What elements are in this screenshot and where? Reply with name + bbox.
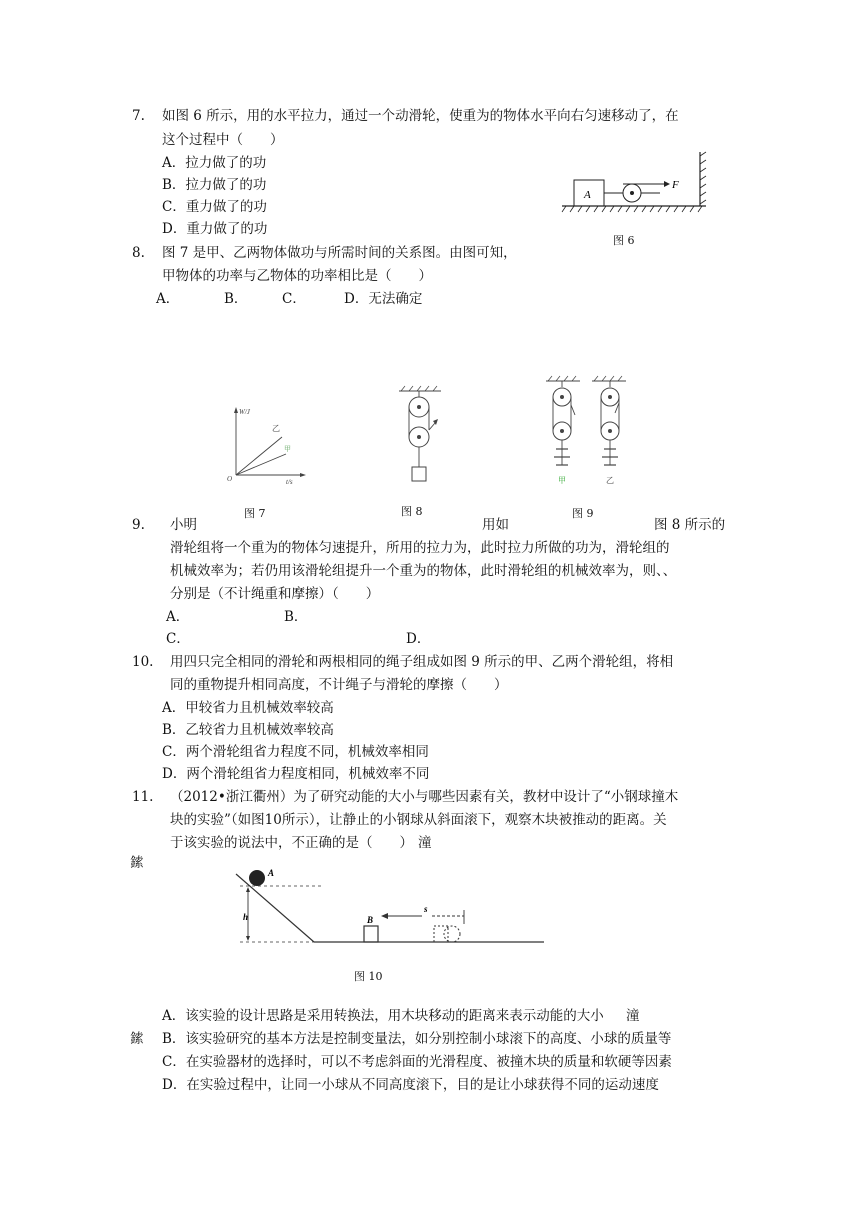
q7-number: 7.: [132, 108, 145, 124]
q11-option-a: A．该实验的设计思路是采用转换法，用木块移动的距离来表示动能的大小: [162, 1008, 604, 1024]
q7-option-b: B．拉力做了的功: [162, 177, 267, 193]
fig10-label-s: s: [424, 904, 428, 914]
figure-6: [560, 150, 720, 220]
q9-option-d: D．: [406, 631, 431, 647]
q8-option-b: B．: [224, 291, 248, 307]
fig7-origin: O: [227, 475, 233, 483]
fig6-label-a: A: [584, 189, 591, 201]
q7-text-line2: 这个过程中（ ）: [162, 132, 284, 148]
q11-stray-char-1: 潼: [418, 835, 432, 851]
q8-option-d: D．无法确定: [344, 291, 423, 307]
fig7-line-yi-label: 乙: [272, 424, 280, 433]
q11-option-b: B．该实验研究的基本方法是控制变量法，如分别控制小球滚下的高度、小球的质量等: [162, 1031, 672, 1047]
q9-option-b: B．: [284, 609, 308, 625]
q10-option-b: B．乙较省力且机械效率较高: [162, 722, 334, 738]
q11-text-line1: （2012•浙江衢州）为了研究动能的大小与哪些因素有关，教材中设计了“小钢球撞木: [170, 789, 679, 805]
fig6-caption: 图 6: [613, 234, 635, 247]
fig6-label-f: F: [672, 179, 679, 191]
q10-option-a: A．甲较省力且机械效率较高: [162, 700, 334, 716]
figure-7: [222, 405, 312, 485]
fig10-label-b: B: [367, 915, 374, 925]
q11-number: 11.: [132, 789, 154, 805]
q9-option-a: A．: [166, 609, 190, 625]
q8-option-a: A．: [156, 291, 180, 307]
fig7-line-jia-label: 甲: [284, 445, 291, 453]
fig10-label-a: A: [268, 868, 275, 878]
q7-option-a: A．拉力做了的功: [162, 155, 267, 171]
q10-number: 10.: [132, 654, 154, 670]
q11-option-d: D．在实验过程中，让同一小球从不同高度滚下，目的是让小球获得不同的运动速度: [162, 1077, 659, 1093]
q10-text-line1: 用四只完全相同的滑轮和两根相同的绳子组成如图 9 所示的甲、乙两个滑轮组，将相: [170, 654, 674, 670]
q11-option-b-stray: 鎍: [130, 1031, 144, 1047]
q7-option-c: C．重力做了的功: [162, 199, 267, 215]
q8-text-line2: 甲物体的功率与乙物体的功率相比是（ ）: [162, 268, 432, 284]
fig7-caption: 图 7: [244, 507, 266, 520]
q11-text-line2: 块的实验”（如图10所示），让静止的小钢球从斜面滚下，观察木块被推动的距离。关: [170, 812, 667, 828]
fig10-caption: 图 10: [354, 970, 383, 983]
q8-number: 8.: [132, 245, 145, 261]
q9-text-line2: 滑轮组将一个重为的物体匀速提升，所用的拉力为，此时拉力所做的功为，滑轮组的: [170, 540, 670, 556]
q9-text-line4: 分别是（不计绳重和摩擦）（ ）: [170, 586, 380, 602]
figure-10: [232, 862, 548, 950]
q11-option-a-stray: 潼: [626, 1008, 640, 1024]
q9-text-line1-part3: 图 8 所示的: [654, 517, 726, 533]
fig9-caption: 图 9: [572, 507, 594, 520]
q11-stray-char-2: 鎍: [130, 855, 144, 871]
q11-option-c: C．在实验器材的选择时，可以不考虑斜面的光滑程度、被撞木块的质量和软硬等因素: [162, 1054, 672, 1070]
q10-option-c: C．两个滑轮组省力程度不同，机械效率相同: [162, 744, 429, 760]
q9-option-c: C．: [166, 631, 190, 647]
fig10-label-h: h: [243, 912, 249, 922]
fig9-label-jia: 甲: [558, 476, 566, 485]
fig9-label-yi: 乙: [606, 476, 614, 485]
fig8-caption: 图 8: [401, 505, 423, 518]
fig7-y-label: W/J: [239, 408, 250, 416]
q9-number: 9.: [132, 517, 145, 533]
q9-text-line1-part2: 用如: [482, 517, 509, 533]
fig7-x-label: t/s: [286, 478, 293, 486]
q8-text-line1: 图 7 是甲、乙两物体做功与所需时间的关系图。由图可知，: [162, 245, 517, 261]
q10-text-line2: 同的重物提升相同高度，不计绳子与滑轮的摩擦（ ）: [170, 677, 508, 693]
q10-option-d: D．两个滑轮组省力程度相同，机械效率不同: [162, 766, 430, 782]
q8-option-c: C．: [282, 291, 306, 307]
q7-text-line1: 如图 6 所示，用的水平拉力，通过一个动滑轮，使重为的物体水平向右匀速移动了，在: [162, 108, 679, 124]
figure-8: [395, 385, 445, 490]
q9-text-line3: 机械效率为；若仍用该滑轮组提升一个重为的物体，此时滑轮组的机械效率为，则、、: [170, 563, 677, 579]
q9-text-line1-part1: 小明: [170, 517, 197, 533]
q7-option-d: D．重力做了的功: [162, 221, 268, 237]
figure-9: [540, 375, 630, 485]
q11-text-line3: 于该实验的说法中，不正确的是（ ）: [170, 835, 413, 851]
